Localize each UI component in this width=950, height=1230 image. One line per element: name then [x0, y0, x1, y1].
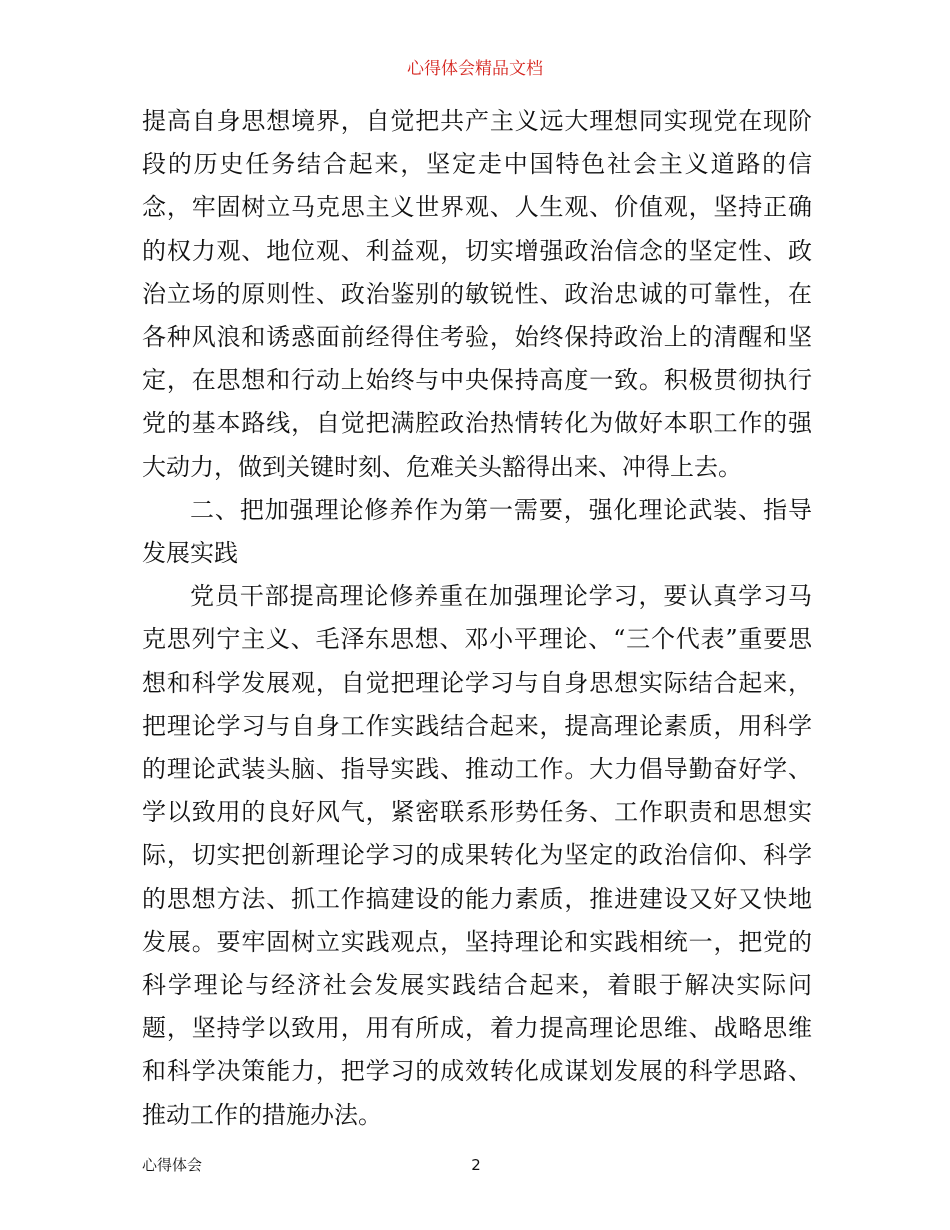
document-header-title: 心得体会精品文档: [407, 59, 543, 79]
page-number: 2: [471, 1156, 481, 1174]
paragraph-continuation: 提高自身思想境界，自觉把共产主义远大理想同实现党在现阶段的历史任务结合起来，坚定走中国特色社会主义道路的信念，牢固树立马克思主义世界观、人生观、价值观，坚持正确的权力观、地位观、利益观，切实增强政治信念的坚定性、政治立场的原则性、政治鉴别的敏锐性、政治忠诚的可靠性，在各种风浪和诱惑面前经得住考验，始终保持政治上的清醒和坚定，在思想和行动上始终与中央保持高度一致。积极贯彻执行党的基本路线，自觉把满腔政治热情转化为做好本职工作的强大动力，做到关键时刻、危难关头豁得出来、冲得上去。: [142, 107, 812, 481]
document-body: [142, 100, 812, 1137]
paragraph-theory-study: 党员干部提高理论修养重在加强理论学习，要认真学习马克思列宁主义、毛泽东思想、邓小平理论、“三个代表”重要思想和科学发展观，自觉把理论学习与自身思想实际结合起来，把理论学习与自身工作实践结合起来，提高理论素质，用科学的理论武装头脑、指导实践、推动工作。大力倡导勤奋好学、学以致用的良好风气，紧密联系形势任务、工作职责和思想实际，切实把创新理论学习的成果转化为坚定的政治信仰、科学的思想方法、抓工作搞建设的能力素质，推进建设又好又快地发展。要牢固树立实践观点，坚持理论和实践相统一，把党的科学理论与经济社会发展实践结合起来，着眼于解决实际问题，坚持学以致用，用有所成，着力提高理论思维、战略思维和科学决策能力，把学习的成效转化成谋划发展的科学思路、推动工作的措施办法。: [142, 582, 812, 1129]
footer-label: 心得体会: [142, 1156, 203, 1174]
section-heading: 二、把加强理论修养作为第一需要，强化理论武装、指导发展实践: [142, 495, 812, 568]
